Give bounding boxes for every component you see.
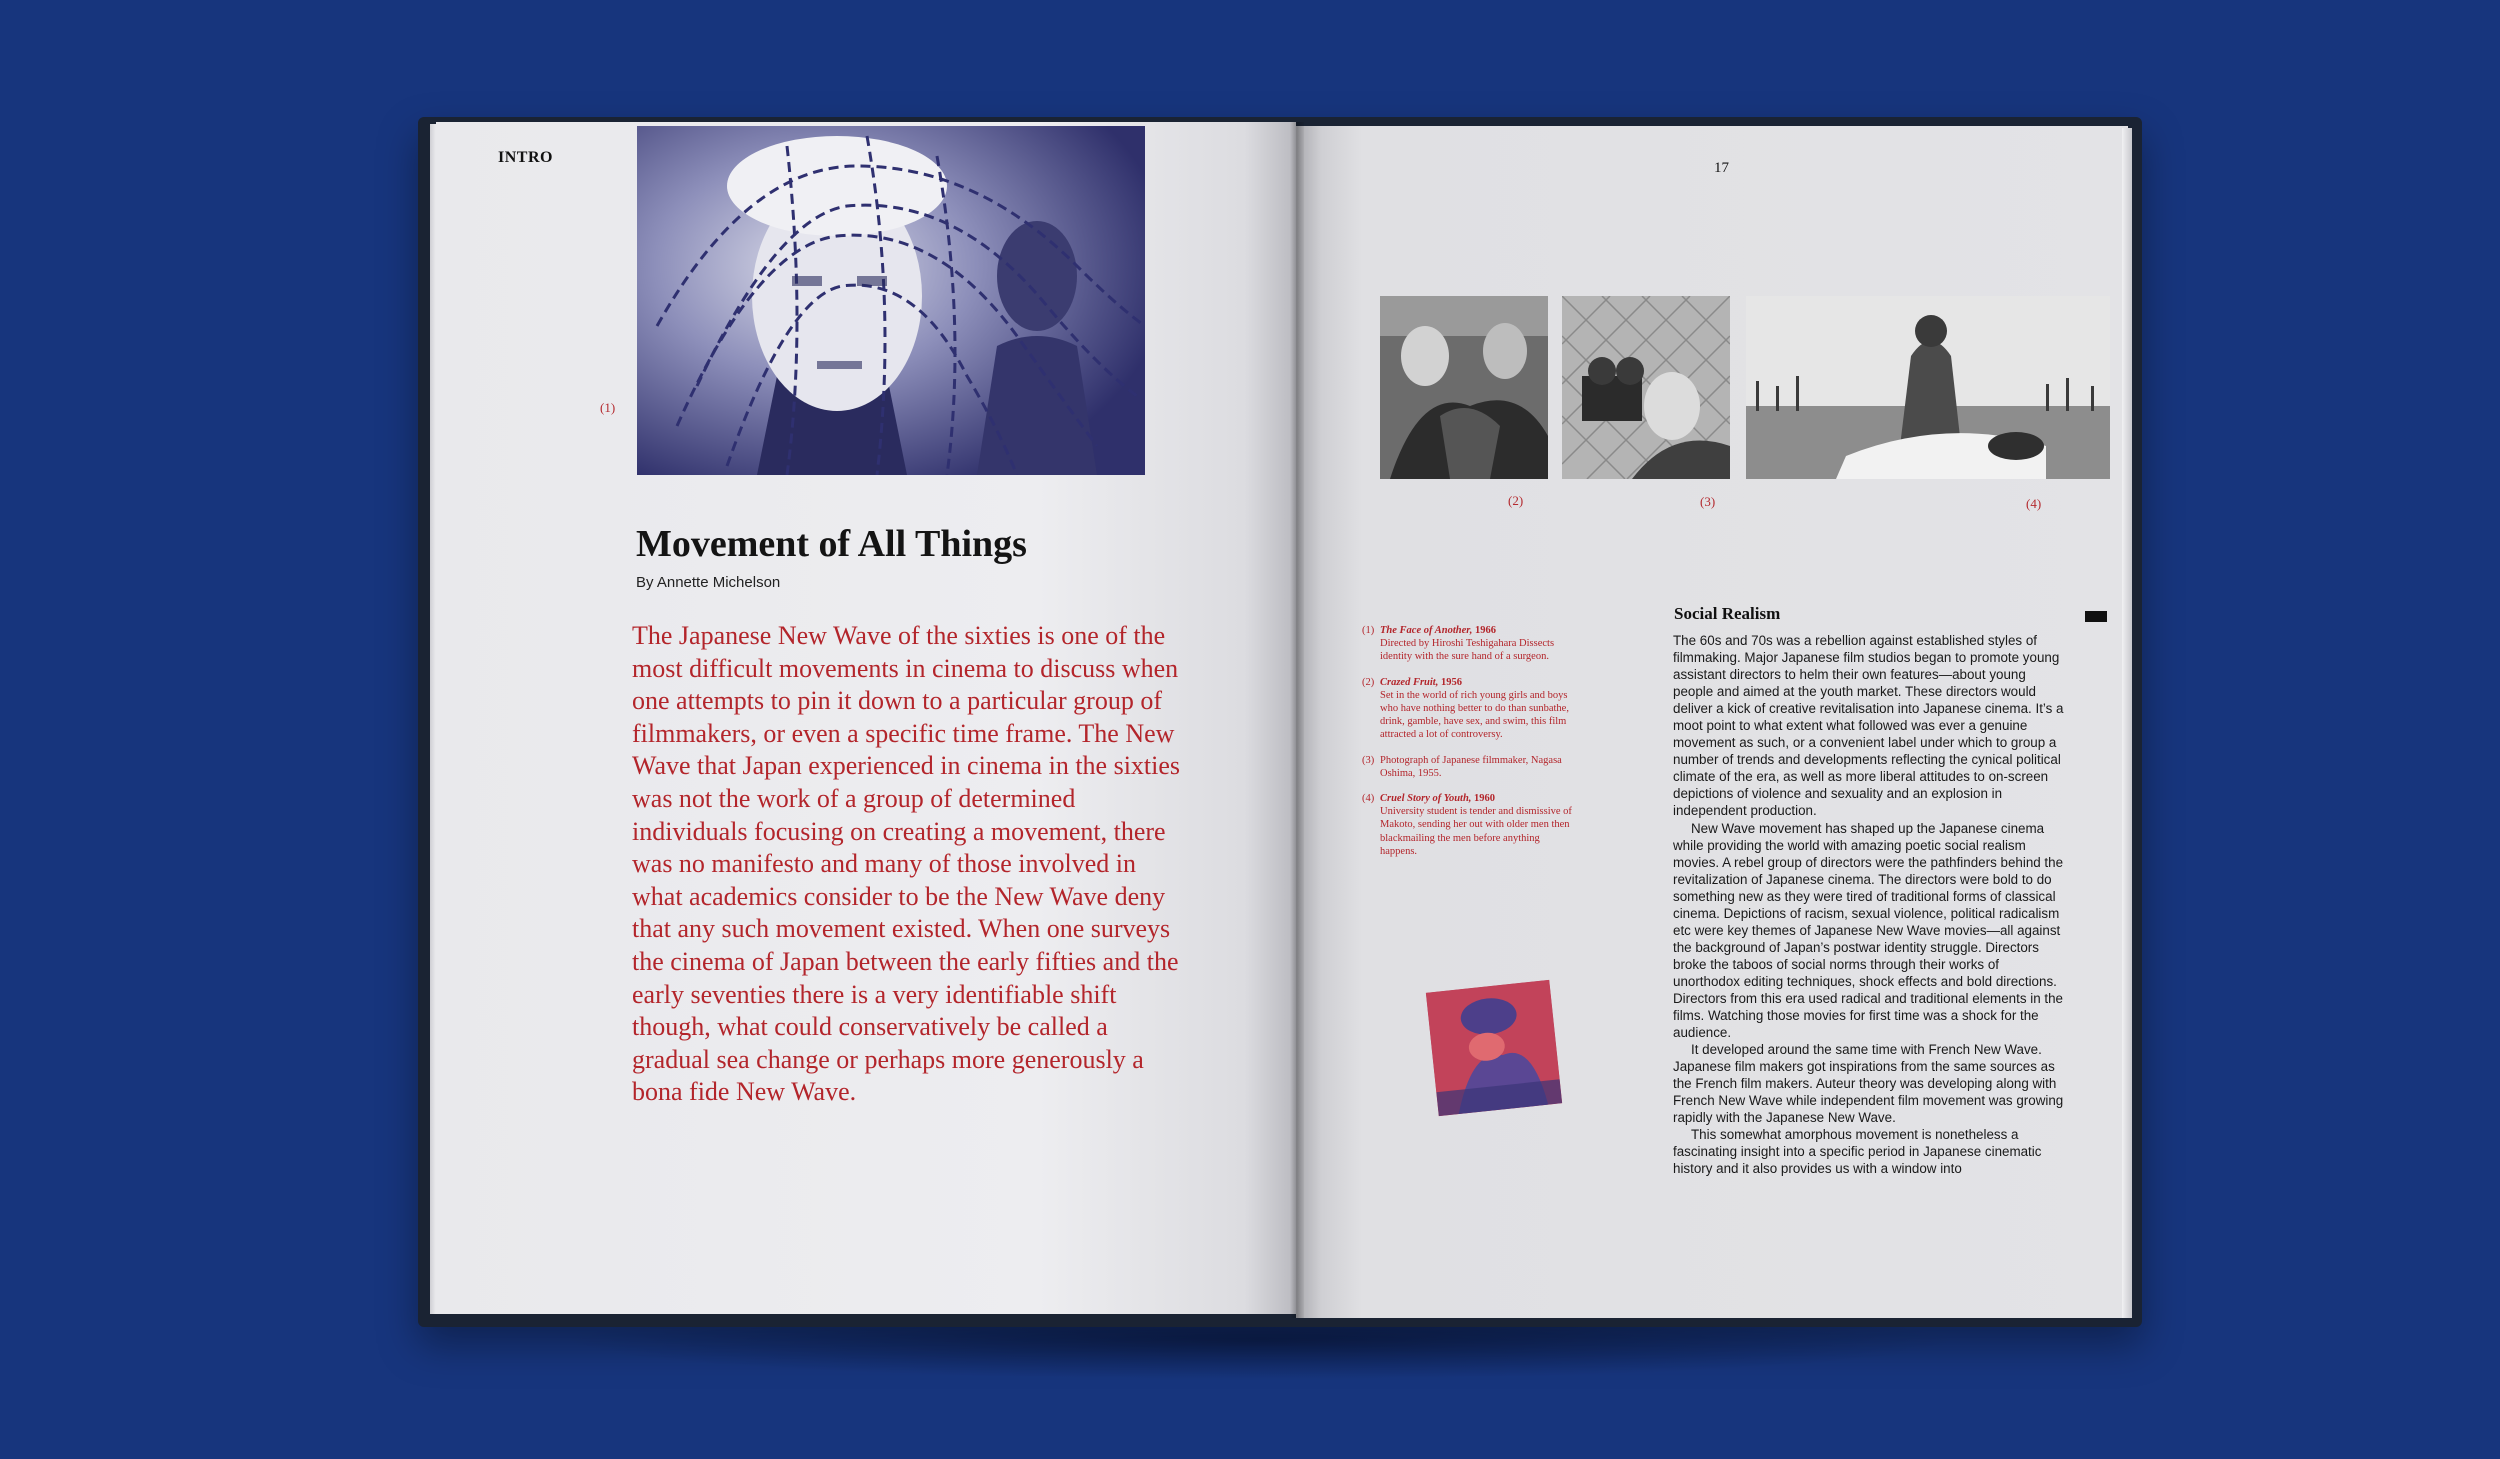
- hero-image-masked-figure: [637, 126, 1145, 475]
- figure-label-3: (3): [1700, 494, 1716, 509]
- page-number: 17: [1714, 160, 1729, 176]
- note-title: Crazed Fruit,: [1380, 676, 1439, 688]
- note-year: 1966: [1475, 625, 1496, 636]
- film-still-2: [1380, 296, 1548, 479]
- article-title: Movement of All Things: [636, 523, 1027, 565]
- sidebar-heading: Social Realism: [1674, 604, 1781, 623]
- sidebar-body: [1673, 632, 2069, 1178]
- note-number: (4): [1362, 793, 1375, 805]
- note-number: (2): [1362, 676, 1375, 688]
- note-text: University student is tender and dismissive of Makoto, sending her out with older men then blackmailing the men before anything happens.: [1380, 806, 1572, 857]
- note-number: (3): [1362, 754, 1375, 766]
- book-spine: [1290, 122, 1304, 1318]
- sidebar-paragraph: The 60s and 70s was a rebellion against established styles of filmmaking. Major Japanese film studios began to promote young assistant directors to helm their own features—about young people and aimed at the youth market. These directors would deliver a kick of creative revitalisation into Japanese cinema. It’s a moot point to what extent what followed was ever a genuine movement as such, or a convenient label under which to group a number of trends and developments reflecting the cynical political climate of the era, as well as more liberal attitudes to on-screen depictions of violence and sexuality and an explosion in independent production.: [1673, 633, 2064, 819]
- sidebar-paragraph: New Wave movement has shaped up the Japanese cinema while providing the world with amazing poetic social realism movies. A rebel group of directors were the pathfinders behind the revitalization of Japanese cinema. The directors were bold to do something new as they were tired of traditional forms of classical cinema. Depictions of racism, sexual violence, political radicalism etc were key themes of Japanese New Wave movies—all against the background of Japan’s postwar identity struggle. Directors broke the taboos of social norms through their works of unorthodox editing techniques, shock effects and bold directions. Directors from this era used radical and traditional elements in the films. Watching those movies for first time was a shock for the audience.: [1673, 820, 2064, 1041]
- note-title: Cruel Story of Youth,: [1380, 793, 1472, 805]
- section-label: INTRO: [498, 149, 553, 166]
- article-lead-paragraph: The Japanese New Wave of the sixties is one of the most difficult movements in cinema to discuss when one attempts to pin it down to a particular group of filmmakers, or even a specific time frame. The New Wave that Japan experienced in cinema in the sixties was not the work of a group of determined individuals focusing on creating a movement, there was no manifesto and many of those involved in what academics consider to be the New Wave deny that any such movement existed. When one surveys the cinema of Japan between the early fifties and the early seventies there is a very identifiable shift though, what could conservatively be called a gradual sea change or perhaps more generously a bona fide New Wave.: [632, 621, 1181, 1107]
- figure-label-2: (2): [1508, 493, 1524, 508]
- note-year: 1956: [1440, 676, 1462, 688]
- section-marker: [2085, 611, 2107, 622]
- note-1: [1362, 624, 1572, 664]
- note-text: Set in the world of rich young girls and boys who have nothing better to do than sunbathe, drink, gamble, have sex, and swim, this film attracted a lot of controversy.: [1380, 689, 1569, 741]
- note-year: 1960: [1474, 793, 1496, 805]
- figure-label-4: (4): [2026, 496, 2042, 511]
- note-2: [1362, 676, 1572, 742]
- note-3: [1362, 754, 1572, 780]
- sidebar-paragraph: This somewhat amorphous movement is nonetheless a fascinating insight into a specific period in Japanese cinematic history and it also provides us with a window into: [1673, 1127, 2042, 1177]
- figure-label-1: (1): [600, 400, 616, 415]
- note-text: Directed by Hiroshi Teshigahara Dissects identity with the sure hand of a surgeon.: [1380, 638, 1555, 663]
- sidebar-paragraph: It developed around the same time with French New Wave. Japanese film makers got inspirations from the same sources as the French film makers. Auteur theory was developing along with French New Wave while independent film movement was growing rapidly with the Japanese New Wave.: [1673, 1042, 2064, 1126]
- note-4: [1362, 792, 1572, 858]
- article-byline: By Annette Michelson: [636, 574, 781, 591]
- note-number: (1): [1362, 625, 1375, 636]
- note-text: Photograph of Japanese filmmaker, Nagasa Oshima, 1955.: [1380, 754, 1562, 779]
- film-still-4: [1746, 296, 2110, 479]
- page-edge-right: [2122, 128, 2132, 1318]
- duotone-square-photo: [1426, 980, 1562, 1116]
- figure-notes: [1362, 624, 1572, 870]
- note-title: The Face of Another,: [1380, 625, 1473, 636]
- film-still-3: [1562, 296, 1730, 479]
